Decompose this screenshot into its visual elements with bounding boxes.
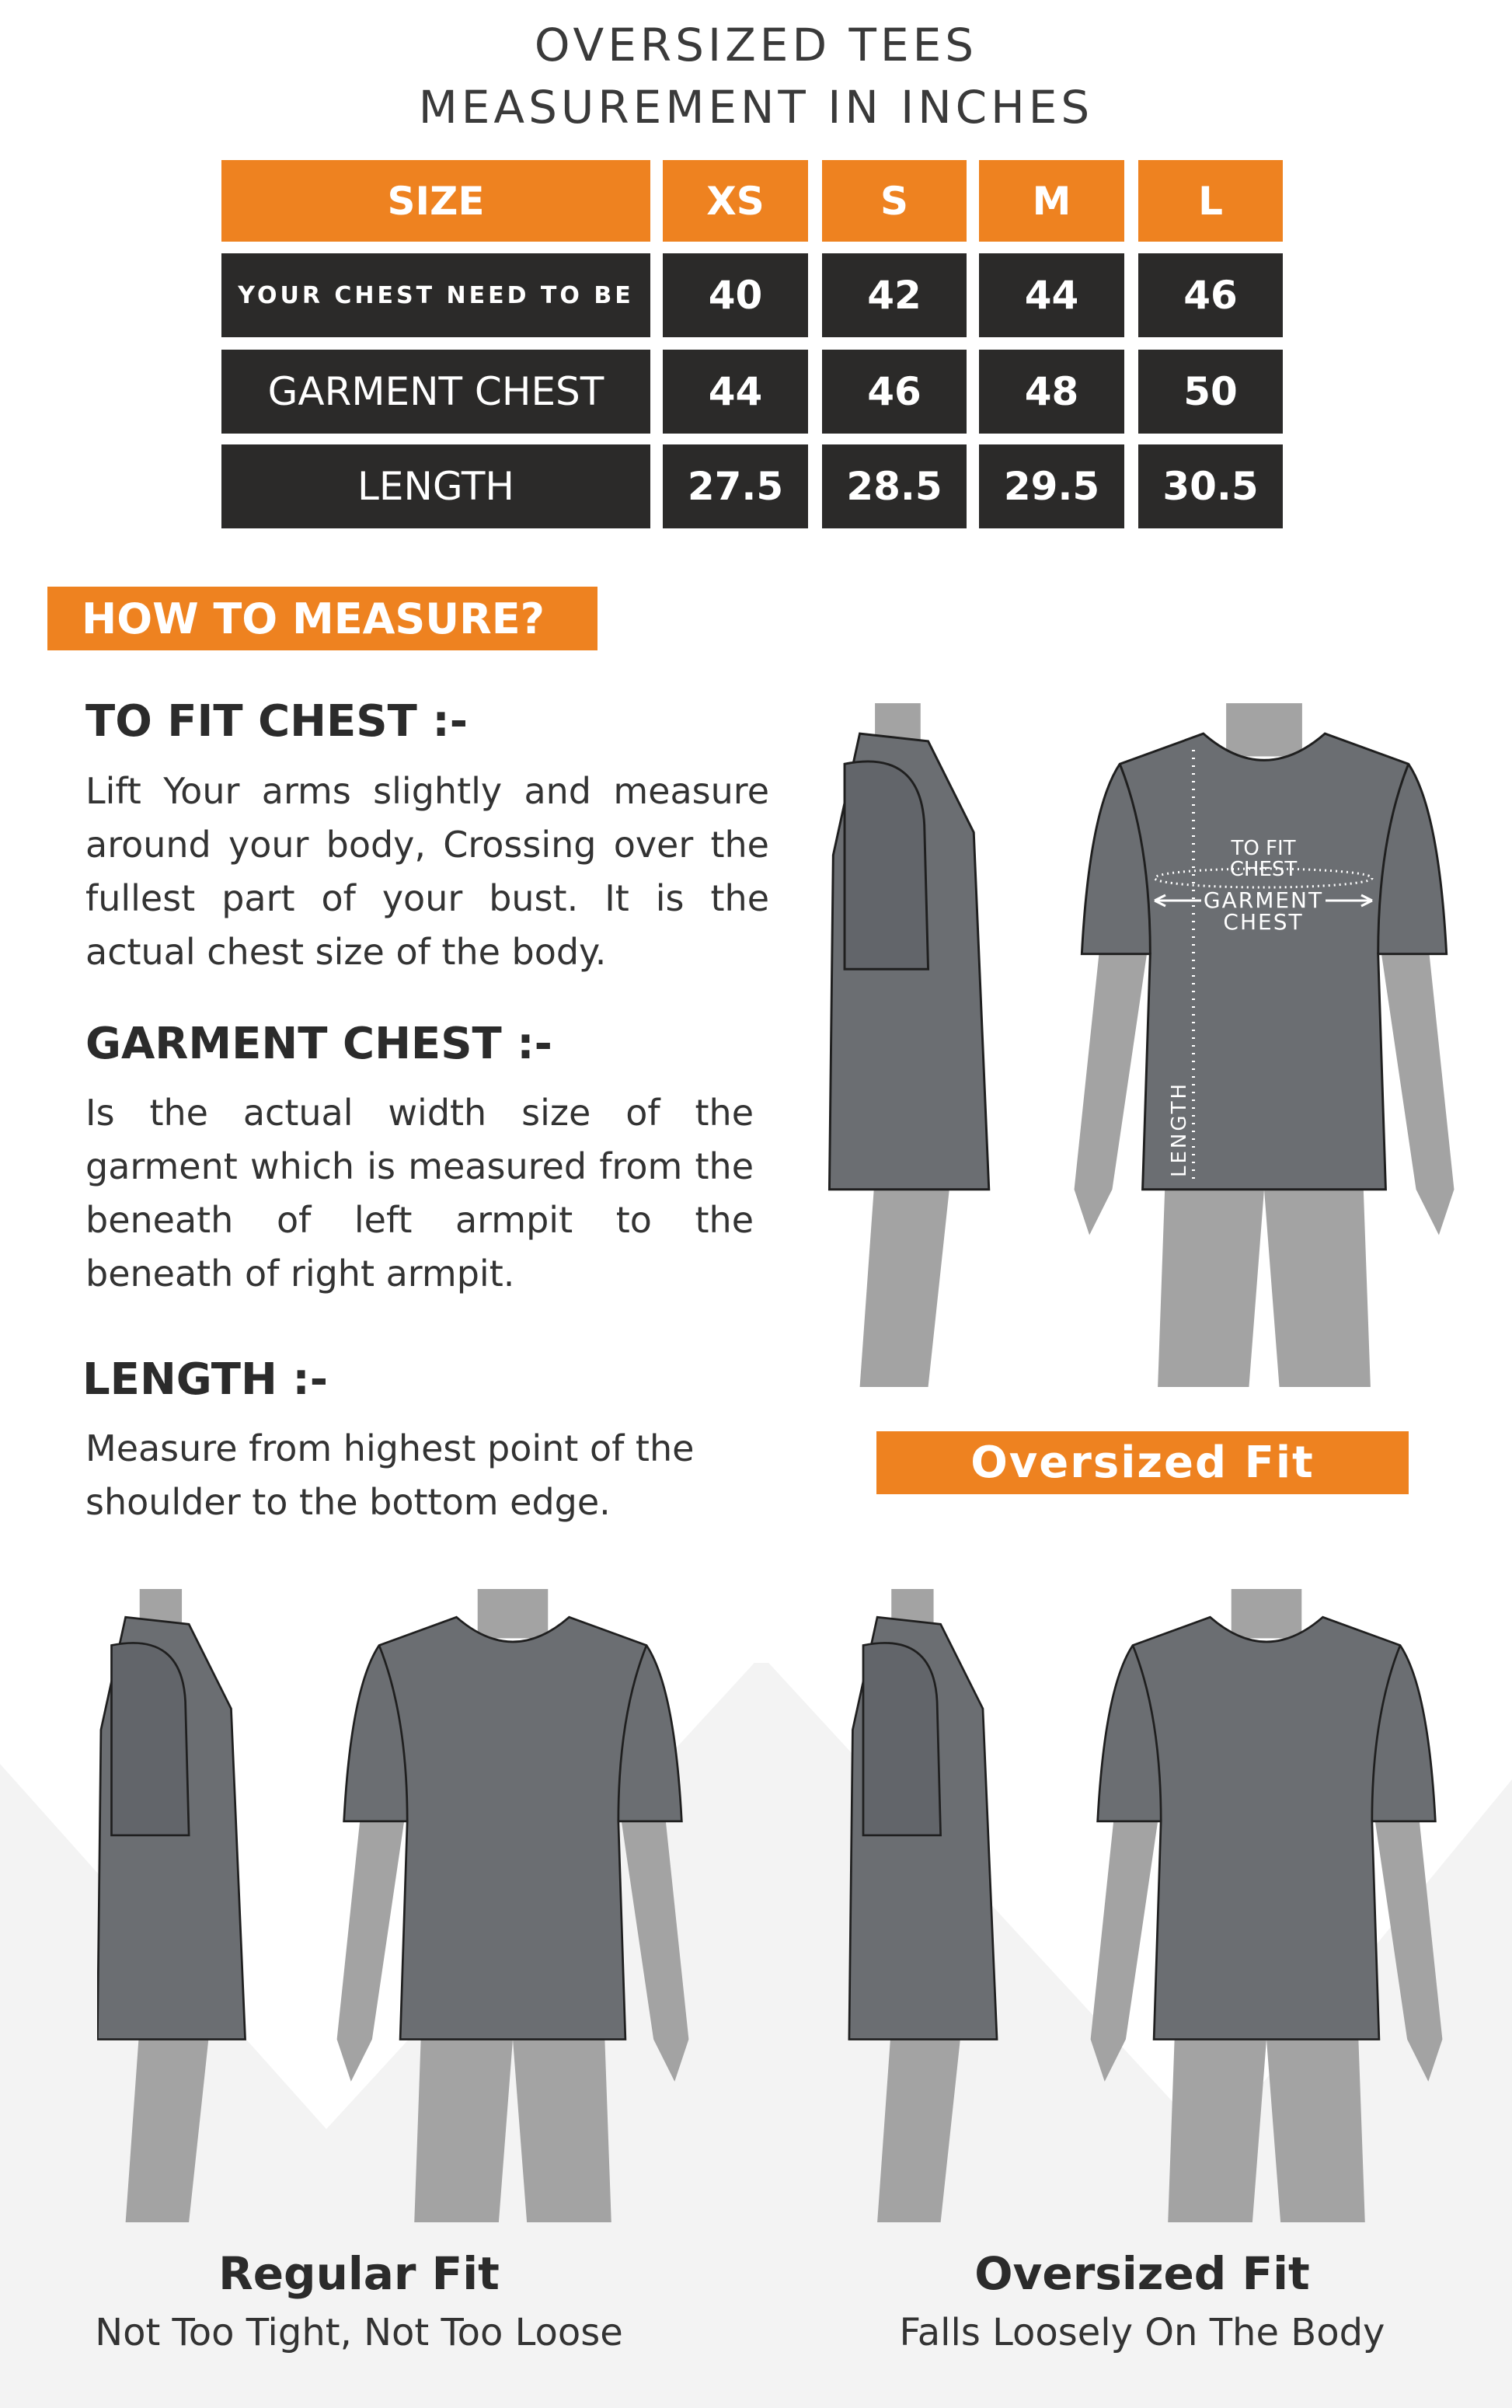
garment-chest-text: Is the actual width size of the garment which is measured from the beneath of left armpit to the beneath of right armpit. (85, 1092, 754, 1295)
front-figure-measure-illustration (1069, 703, 1459, 1387)
garment-chest-label-1: GARMENT (1203, 887, 1324, 913)
table-cell: 29.5 (979, 444, 1124, 528)
to-fit-chest-text: Lift Your arms slightly and measure around your body, Crossing over the fullest part of your bust. It is the actual chest size of the body. (85, 770, 769, 973)
oversized-fit-title: Oversized Fit (974, 2247, 1310, 2300)
length-label: LENGTH (1168, 1081, 1191, 1177)
table-cell: 27.5 (663, 444, 808, 528)
how-to-measure-label: HOW TO MEASURE? (47, 587, 597, 650)
header-size: SIZE (221, 160, 650, 242)
row-label-chest-need: YOUR CHEST NEED TO BE (221, 253, 650, 337)
regular-fit-side-illustration (97, 1589, 253, 2222)
table-cell: 46 (1138, 253, 1283, 337)
oversized-fit-side-illustration (843, 1589, 1010, 2222)
header-m: M (979, 160, 1124, 242)
row-label-length: LENGTH (221, 444, 650, 528)
length-heading: LENGTH :- (82, 1354, 328, 1405)
regular-fit-subtitle: Not Too Tight, Not Too Loose (95, 2311, 623, 2354)
regular-fit-title: Regular Fit (218, 2247, 500, 2300)
header-l: L (1138, 160, 1283, 242)
garment-chest-heading: GARMENT CHEST :- (85, 1019, 552, 1069)
garment-chest-label-2: CHEST (1223, 909, 1304, 935)
regular-fit-caption (9, 2247, 709, 2354)
header-xs: XS (663, 160, 808, 242)
row-label-garment-chest: GARMENT CHEST (221, 350, 650, 434)
table-cell: 48 (979, 350, 1124, 434)
side-figure-illustration (824, 703, 1002, 1387)
regular-fit-front-illustration (326, 1589, 699, 2222)
to-fit-label-1: TO FIT (1231, 837, 1296, 860)
table-cell: 44 (979, 253, 1124, 337)
table-cell: 50 (1138, 350, 1283, 434)
table-cell: 28.5 (822, 444, 967, 528)
oversized-fit-subtitle: Falls Loosely On The Body (899, 2311, 1385, 2354)
oversized-fit-caption (793, 2247, 1492, 2354)
table-cell: 40 (663, 253, 808, 337)
oversized-fit-label: Oversized Fit (876, 1431, 1409, 1494)
oversized-fit-front-illustration (1072, 1589, 1461, 2222)
table-cell: 44 (663, 350, 808, 434)
table-cell: 46 (822, 350, 967, 434)
to-fit-chest-heading: TO FIT CHEST :- (85, 696, 468, 747)
table-cell: 30.5 (1138, 444, 1283, 528)
table-cell: 42 (822, 253, 967, 337)
to-fit-label-2: CHEST (1229, 858, 1298, 881)
title-line-2: MEASUREMENT IN INCHES (418, 81, 1094, 134)
length-text: Measure from highest point of the shoulder to the bottom edge. (85, 1427, 695, 1523)
header-s: S (822, 160, 967, 242)
title-line-1: OVERSIZED TEES (534, 19, 978, 71)
